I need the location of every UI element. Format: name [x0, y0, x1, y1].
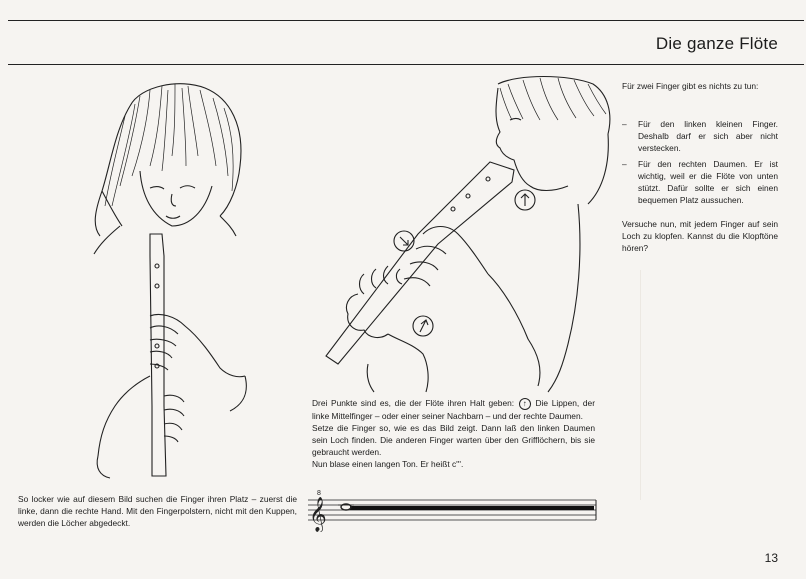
long-tone-paragraph: Nun blase einen langen Ton. Er heißt c'''. — [312, 458, 464, 469]
finger-placement-paragraph: Setze die Finger so, wie es das Bild zeigt. Dann laß den linken Daumen sein Loch finden. Die anderen Finger warten über den Grifflöchern, bis sie gebraucht werden. — [312, 422, 595, 457]
list-item-text: Für den linken kleinen Finger. Deshalb darf er sich aber nicht verstecken. — [638, 119, 778, 153]
support-points-paragraph — [312, 397, 595, 422]
middle-caption — [312, 397, 595, 470]
page-number: 13 — [764, 551, 778, 565]
support-points-list: Die Lippen, der linke Mittelfinger – oder einer seiner Nachbarn – und der rechte Daumen. — [312, 398, 595, 421]
left-caption-text: So locker wie auf diesem Bild suchen die Finger ihren Platz – zuerst die linke, dann die rechte Hand. Mit den Fingerpolstern, nicht mit den Kuppen, werden die Löcher abgedeckt. — [18, 494, 297, 528]
right-intro: Für zwei Finger gibt es nichts zu tun: — [622, 81, 759, 91]
music-staff — [306, 488, 598, 532]
top-rule — [8, 20, 804, 21]
list-item — [622, 118, 778, 154]
support-points-intro: Drei Punkte sind es, die der Flöte ihren Halt geben: — [312, 398, 515, 408]
bleed-through — [640, 270, 781, 500]
list-dash: – — [622, 159, 627, 169]
long-tone-bar — [350, 506, 594, 510]
right-column — [622, 80, 778, 254]
child-side-illustration — [318, 74, 614, 394]
list-dash: – — [622, 119, 627, 129]
right-closing: Versuche nun, mit jedem Finger auf sein Loch zu klopfen. Kannst du die Klopftöne hören? — [622, 219, 778, 253]
child-front-illustration — [80, 76, 270, 481]
octave-mark: 8 — [317, 490, 321, 497]
list-item — [622, 158, 778, 206]
treble-clef-icon: 𝄞 — [309, 497, 327, 532]
arrow-up-icon: ↑ — [519, 398, 531, 410]
list-item-text: Für den rechten Daumen. Er ist wichtig, weil er die Flöte von unten stützt. Dafür sollte er sich einen bequemen Platz aussuchen. — [638, 159, 778, 205]
title-rule — [8, 64, 804, 65]
page-title: Die ganze Flöte — [655, 34, 778, 53]
left-caption — [18, 493, 297, 529]
